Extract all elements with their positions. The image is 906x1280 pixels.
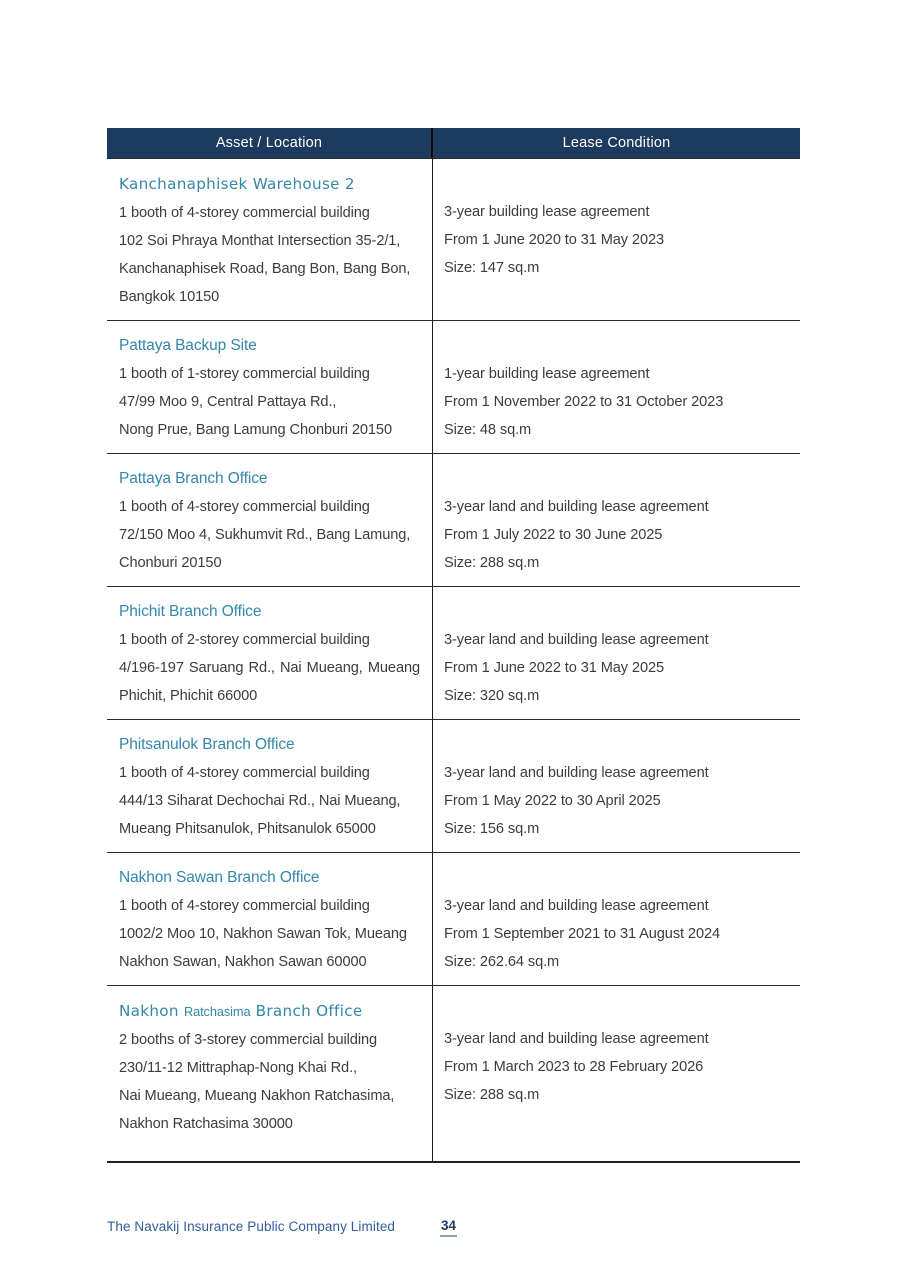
address-line: 2 booths of 3-storey commercial building (119, 1032, 378, 1048)
lease-line: From 1 June 2020 to 31 May 2023 (444, 232, 664, 248)
lease-line: From 1 July 2022 to 30 June 2025 (444, 527, 663, 543)
address-line: Mueang Phitsanulok, Phitsanulok 65000 (119, 821, 376, 837)
asset-title (119, 170, 420, 199)
address-line: 1 booth of 4-storey commercial building (119, 205, 370, 221)
address-line: 47/99 Moo 9, Central Pattaya Rd., (119, 394, 337, 410)
page-footer (107, 1219, 800, 1249)
page-number: 34 (440, 1218, 457, 1237)
address-line: 72/150 Moo 4, Sukhumvit Rd., Bang Lamung, (119, 527, 411, 543)
column-header-asset-location: Asset / Location (107, 128, 433, 158)
asset-location-cell (107, 454, 433, 586)
asset-title (119, 465, 420, 493)
asset-title-part: Branch Office (250, 1002, 363, 1020)
asset-title-part: Phichit Branch Office (119, 603, 262, 620)
asset-title-part: Kanchanaphisek Warehouse 2 (119, 175, 355, 193)
address-line: Kanchanaphisek Road, Bang Bon, Bang Bon, (119, 261, 411, 277)
address-line: Nakhon Ratchasima 30000 (119, 1116, 293, 1132)
lease-line: Size: 320 sq.m (444, 688, 540, 704)
company-name: The Navakij Insurance Public Company Limited (107, 1219, 396, 1234)
lease-line: 3-year land and building lease agreement (444, 632, 709, 648)
address-line: 1 booth of 4-storey commercial building (119, 898, 370, 914)
table-row (107, 985, 800, 1161)
lease-line: Size: 48 sq.m (444, 422, 532, 438)
asset-title-part: Nakhon Sawan Branch Office (119, 869, 320, 886)
address-line: Nong Prue, Bang Lamung Chonburi 20150 (119, 422, 392, 438)
table-body (107, 158, 800, 1161)
asset-location-cell (107, 720, 433, 852)
asset-location-cell (107, 159, 433, 320)
column-header-lease-condition: Lease Condition (562, 135, 671, 151)
asset-title-part: Phitsanulok Branch Office (119, 736, 295, 753)
asset-title-part: Ratchasima (183, 1004, 251, 1019)
lease-line: From 1 November 2022 to 31 October 2023 (444, 394, 724, 410)
lease-line: Size: 288 sq.m (444, 1087, 540, 1103)
lease-condition-cell (433, 986, 800, 1161)
table-row (107, 320, 800, 453)
lease-line: 3-year building lease agreement (444, 204, 650, 220)
lease-condition-cell (433, 159, 800, 320)
asset-title (119, 997, 420, 1026)
table-row (107, 586, 800, 719)
lease-line: From 1 June 2022 to 31 May 2025 (444, 660, 664, 676)
asset-title-part: Nakhon (119, 1002, 184, 1020)
asset-location-cell (107, 853, 433, 985)
lease-condition-cell (433, 321, 800, 453)
table-header-row (107, 128, 800, 158)
address-line: Chonburi 20150 (119, 555, 222, 571)
lease-condition-cell (433, 454, 800, 586)
address-line: 4/196-197 Saruang Rd., Nai Mueang, Mueang (119, 660, 420, 676)
asset-title (119, 332, 420, 360)
table-row (107, 453, 800, 586)
lease-condition-cell (433, 587, 800, 719)
table-row (107, 719, 800, 852)
lease-line: From 1 March 2023 to 28 February 2026 (444, 1059, 704, 1075)
address-line: 1 booth of 1-storey commercial building (119, 366, 370, 382)
lease-line: Size: 147 sq.m (444, 260, 540, 276)
address-line: 1 booth of 4-storey commercial building (119, 765, 370, 781)
lease-line: 3-year land and building lease agreement (444, 499, 709, 515)
asset-location-cell (107, 321, 433, 453)
address-line: Nakhon Sawan, Nakhon Sawan 60000 (119, 954, 367, 970)
address-line: Nai Mueang, Mueang Nakhon Ratchasima, (119, 1088, 395, 1104)
address-line: 1002/2 Moo 10, Nakhon Sawan Tok, Mueang (119, 926, 407, 942)
lease-condition-cell (433, 720, 800, 852)
address-line: Bangkok 10150 (119, 289, 220, 305)
address-line: 1 booth of 2-storey commercial building (119, 632, 370, 648)
asset-title-part: Pattaya Backup Site (119, 337, 257, 354)
table-row (107, 158, 800, 320)
address-line: 1 booth of 4-storey commercial building (119, 499, 370, 515)
asset-location-cell (107, 587, 433, 719)
lease-line: 3-year land and building lease agreement (444, 765, 709, 781)
lease-table (107, 128, 800, 1163)
lease-line: From 1 May 2022 to 30 April 2025 (444, 793, 661, 809)
lease-line: 3-year land and building lease agreement (444, 898, 709, 914)
lease-line: 3-year land and building lease agreement (444, 1031, 709, 1047)
lease-condition-cell (433, 853, 800, 985)
asset-title (119, 731, 420, 759)
address-line: Phichit, Phichit 66000 (119, 688, 258, 704)
address-line: 102 Soi Phraya Monthat Intersection 35-2/1, (119, 233, 401, 249)
lease-line: Size: 288 sq.m (444, 555, 540, 571)
asset-title-part: Pattaya Branch Office (119, 470, 268, 487)
lease-line: From 1 September 2021 to 31 August 2024 (444, 926, 720, 942)
lease-line: 1-year building lease agreement (444, 366, 650, 382)
address-line: 230/11-12 Mittraphap-Nong Khai Rd., (119, 1060, 357, 1076)
table-row (107, 852, 800, 985)
lease-line: Size: 156 sq.m (444, 821, 540, 837)
asset-location-cell (107, 986, 433, 1161)
address-line: 444/13 Siharat Dechochai Rd., Nai Mueang, (119, 793, 401, 809)
lease-line: Size: 262.64 sq.m (444, 954, 560, 970)
asset-title (119, 598, 420, 626)
asset-title (119, 864, 420, 892)
